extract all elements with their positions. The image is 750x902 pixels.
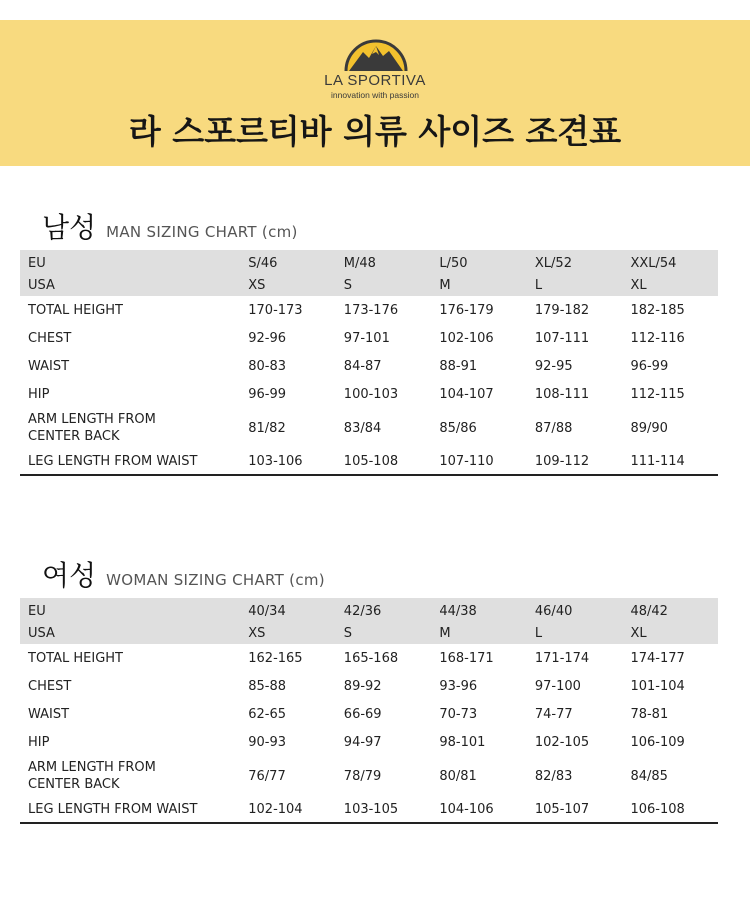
header-cell: 40/34 [240, 598, 336, 622]
row-label: WAIST [28, 706, 70, 722]
header-cell: 48/42 [622, 598, 718, 622]
row-label: LEG LENGTH FROM WAIST [20, 448, 240, 475]
table-header-row-usa [20, 622, 718, 644]
table-cell: 107-111 [534, 330, 590, 346]
header-cell: USA [20, 274, 240, 296]
table-cell: 104-106 [431, 796, 527, 823]
table-cell: 89-92 [343, 678, 382, 694]
header-cell: XS [240, 274, 336, 296]
table-cell: 182-185 [630, 302, 685, 318]
table-cell: 78/79 [343, 768, 382, 784]
header-cell: M [431, 622, 527, 644]
table-cell: 92-96 [248, 330, 287, 346]
table-cell: 96-99 [630, 358, 669, 374]
table-cell: 168-171 [439, 650, 494, 666]
table-cell: 179-182 [534, 302, 590, 318]
table-cell: 89/90 [630, 420, 668, 436]
table-row [20, 672, 718, 700]
page-header [0, 20, 750, 166]
header-cell: XL [622, 274, 718, 296]
header-cell: XL [622, 622, 718, 644]
table-cell: 102-105 [534, 734, 590, 750]
table-row [20, 408, 718, 448]
row-label [20, 756, 240, 796]
row-label: CHEST [28, 330, 72, 346]
header-cell: 44/38 [431, 598, 527, 622]
man-title-english: MAN SIZING CHART (cm) [106, 223, 298, 241]
table-cell: 173-176 [343, 302, 399, 318]
table-cell: 81/82 [248, 420, 286, 436]
table-cell: 80/81 [439, 768, 477, 784]
row-label: TOTAL HEIGHT [28, 650, 123, 666]
table-cell: 90-93 [248, 734, 287, 750]
man-section-heading [42, 206, 298, 246]
table-cell: 93-96 [439, 678, 478, 694]
table-row [20, 324, 718, 352]
header-cell: EU [20, 250, 240, 274]
table-cell: 84-87 [343, 358, 382, 374]
brand-logo [300, 38, 450, 100]
table-row [20, 296, 718, 324]
header-cell: XL/52 [527, 250, 623, 274]
table-cell: 70-73 [439, 706, 478, 722]
page-title: 라 스포르티바 의류 사이즈 조견표 [128, 112, 622, 151]
table-cell: 162-165 [248, 650, 303, 666]
table-cell: 108-111 [534, 386, 590, 402]
table-cell: 170-173 [248, 302, 303, 318]
table-cell: 98-101 [439, 734, 486, 750]
table-cell: 103-105 [336, 796, 432, 823]
table-row [20, 700, 718, 728]
table-cell: 80-83 [248, 358, 287, 374]
row-label-line: ARM LENGTH FROM [28, 760, 156, 775]
header-cell: L [527, 622, 623, 644]
table-cell: 88-91 [439, 358, 478, 374]
woman-size-table [20, 598, 718, 824]
table-header-row-eu [20, 598, 718, 622]
table-cell: 100-103 [343, 386, 399, 402]
table-cell: 94-97 [343, 734, 382, 750]
table-cell: 85/86 [439, 420, 477, 436]
top-strip [0, 0, 750, 20]
header-cell: XXL/54 [622, 250, 718, 274]
table-row [20, 448, 718, 475]
table-cell: 84/85 [630, 768, 668, 784]
table-cell: 165-168 [343, 650, 399, 666]
row-label-line: CENTER BACK [28, 429, 120, 444]
table-cell: 85-88 [248, 678, 287, 694]
logo-tagline: innovation with passion [331, 90, 419, 100]
table-cell: 105-107 [527, 796, 623, 823]
table-cell: 97-100 [534, 678, 581, 694]
woman-section-heading [42, 554, 325, 594]
woman-title-korean: 여성 [42, 559, 97, 592]
header-cell: M [431, 274, 527, 296]
table-cell: 76/77 [248, 768, 286, 784]
row-label [20, 408, 240, 448]
row-label: LEG LENGTH FROM WAIST [20, 796, 240, 823]
header-cell: 46/40 [527, 598, 623, 622]
table-cell: 106-108 [622, 796, 718, 823]
table-cell: 107-110 [431, 448, 527, 475]
table-header-row-usa [20, 274, 718, 296]
row-label: TOTAL HEIGHT [28, 302, 123, 318]
table-cell: 112-116 [630, 330, 685, 346]
table-row [20, 756, 718, 796]
table-row [20, 796, 718, 823]
header-cell: L/50 [431, 250, 527, 274]
table-cell: 62-65 [248, 706, 287, 722]
table-cell: 102-106 [439, 330, 494, 346]
row-label: HIP [28, 386, 50, 402]
table-cell: 174-177 [630, 650, 685, 666]
table-row [20, 352, 718, 380]
table-cell: 97-101 [343, 330, 390, 346]
table-cell: 83/84 [343, 420, 382, 436]
table-row [20, 644, 718, 672]
table-cell: 74-77 [534, 706, 573, 722]
table-cell: 176-179 [439, 302, 494, 318]
table-cell: 102-104 [240, 796, 336, 823]
header-cell: M/48 [336, 250, 432, 274]
header-cell: EU [20, 598, 240, 622]
table-cell: 92-95 [534, 358, 573, 374]
table-cell: 66-69 [343, 706, 382, 722]
man-title-korean: 남성 [42, 211, 97, 244]
row-label: WAIST [28, 358, 70, 374]
table-cell: 109-112 [527, 448, 623, 475]
mountain-logo-icon [343, 38, 409, 72]
table-cell: 111-114 [622, 448, 718, 475]
table-cell: 171-174 [534, 650, 590, 666]
header-cell: S/46 [240, 250, 336, 274]
woman-title-english: WOMAN SIZING CHART (cm) [106, 571, 325, 589]
table-cell: 105-108 [336, 448, 432, 475]
table-cell: 82/83 [534, 768, 573, 784]
header-cell: XS [240, 622, 336, 644]
man-size-table [20, 250, 718, 476]
row-label: CHEST [28, 678, 72, 694]
row-label-line: ARM LENGTH FROM [28, 412, 156, 427]
table-row [20, 728, 718, 756]
table-cell: 78-81 [630, 706, 669, 722]
header-cell: USA [20, 622, 240, 644]
table-cell: 96-99 [248, 386, 287, 402]
table-cell: 87/88 [534, 420, 573, 436]
table-cell: 106-109 [630, 734, 685, 750]
header-cell: S [336, 274, 432, 296]
table-cell: 104-107 [439, 386, 494, 402]
table-cell: 112-115 [630, 386, 685, 402]
table-header-row-eu [20, 250, 718, 274]
logo-brand-text: LA SPORTIVA [324, 72, 426, 89]
table-row [20, 380, 718, 408]
header-cell: 42/36 [336, 598, 432, 622]
header-cell: L [527, 274, 623, 296]
row-label-line: CENTER BACK [28, 777, 120, 792]
table-cell: 101-104 [630, 678, 685, 694]
row-label: HIP [28, 734, 50, 750]
table-cell: 103-106 [240, 448, 336, 475]
header-cell: S [336, 622, 432, 644]
